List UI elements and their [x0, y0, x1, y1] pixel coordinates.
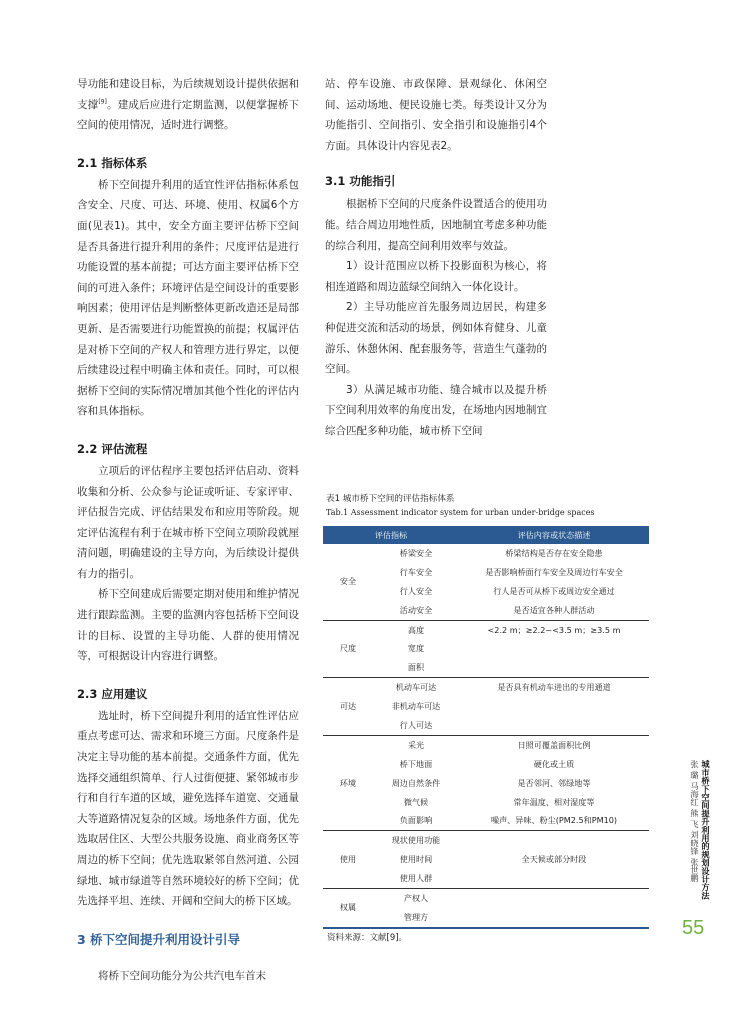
section-2-3-paragraph: 选址时，桥下空间提升利用的适宜性评估应重点考虑可达、需求和环境三方面。尺度条件是决定主导功能的基本前提。交通条件方面，优先选择交通组织简单、行人过街便捷、紧邻城市步行和自行车道的区域，避免选择车道宽、交通量大等道路情况复杂的区域。场地条件方面，优先选取居住区、大型公共服务设施、商业商务区等周边的桥下空间；优先选取紧邻自然河道、公园绿地、城市绿道等自然环境较好的桥下空间；优先选择平坦、连续、开阔和空间大的桥下区域。 — [77, 709, 299, 908]
table-header-indicator: 评估指标 — [323, 526, 459, 544]
content-cell: 常年温度、相对湿度等 — [513, 796, 595, 807]
category-cell: 尺度 — [323, 620, 373, 678]
table-row — [323, 620, 649, 639]
content-cell: <2.2 m；≥2.2~<3.5 m；≥3.5 m — [459, 620, 649, 639]
indicator-cell: 行人可达 — [399, 719, 433, 730]
content-cell — [459, 697, 649, 716]
indicator-cell: 机动车可达 — [373, 678, 459, 697]
indicator-cell: 桥下地面 — [399, 758, 433, 769]
category-cell: 可达 — [323, 678, 373, 736]
table-caption — [326, 492, 646, 520]
left-column — [77, 74, 299, 986]
content-cell — [459, 639, 649, 658]
table-row — [323, 889, 649, 908]
page-number: 55 — [682, 917, 705, 939]
indicator-cell: 使用时间 — [399, 854, 433, 865]
indicator-cell: 非机动车可达 — [391, 701, 441, 712]
table-row — [323, 678, 649, 697]
side-authors: 张 璐 马海红 熊 飞 刘晓锋 张世鹏 — [690, 760, 700, 883]
guideline-1: 1）设计范围应以桥下投影面积为核心，将相连道路和周边蓝绿空间纳入一体化设计。 — [325, 260, 547, 293]
indicator-cell: 高度 — [373, 620, 459, 639]
table-header-content: 评估内容或状态描述 — [459, 526, 649, 544]
content-cell — [459, 869, 649, 888]
indicator-cell: 桥梁安全 — [399, 547, 433, 558]
content-cell: 硬化或土质 — [533, 758, 575, 769]
section-2-1-paragraph: 桥下空间提升利用的适宜性评估指标体系包含安全、尺度、可达、环境、使用、权属6个方面(见表1)。其中，安全方面主要评估桥下空间是否具备进行提升利用的条件；尺度评估是进行功能设置的基本前提；可达方面主要评估桥下空间的可进入条件；环境评估是空间设计的重要影响因素；使用评估是判断整体更新改造还是局部更新、是否需要进行功能置换的前提；权属评估是对桥下空间的产权人和管理方进行界定，以便后续建设过程中明确主体和责任。同时，可以根据桥下空间的实际情况增加其他个性化的评估内容和具体指标。 — [77, 178, 299, 418]
section-3-1-paragraph: 根据桥下空间的尺度条件设置适合的使用功能。结合周边用地性质，因地制宜考虑多种功能的综合利用，提高空间利用效率与效益。 — [325, 198, 547, 252]
content-cell: 是否具有机动车进出的专用通道 — [459, 678, 649, 697]
table-caption-en: Tab.1 Assessment indicator system for urban under-bridge spaces — [326, 508, 595, 517]
content-cell — [459, 831, 649, 850]
content-cell — [459, 908, 649, 928]
indicator-cell: 行车安全 — [399, 566, 433, 577]
indicator-table — [323, 526, 649, 929]
indicator-cell: 行人安全 — [399, 585, 433, 596]
guideline-3: 3）从满足城市功能、缝合城市以及提升桥下空间利用效率的角度出发，在场地内因地制宜综合匹配多种功能，城市桥下空间 — [325, 383, 547, 437]
side-article-title: 城市桥下空间提升利用的规划设计方法 — [701, 760, 711, 900]
side-running-header — [690, 760, 710, 930]
right-column — [325, 74, 547, 442]
category-cell: 安全 — [339, 576, 357, 587]
section-3-1-heading: 3.1 功能指引 — [325, 174, 396, 189]
table-row — [323, 831, 649, 850]
indicator-cell: 产权人 — [373, 889, 459, 908]
continued-paragraph: 站、停车设施、市政保障、景观绿化、休闲空间、运动场地、便民设施七类。每类设计又分为功能指引、空间指引、安全指引和设施指引4个方面。具体设计内容见表2。 — [325, 78, 547, 152]
content-cell: 噪声、异味、粉尘(PM2.5和PM10) — [490, 815, 618, 826]
content-cell — [459, 889, 649, 908]
table-source: 资料来源：文献[9]。 — [327, 933, 408, 943]
content-cell — [459, 658, 649, 677]
guideline-2: 2）主导功能应首先服务周边居民，构建多种促进交流和活动的场景，例如体育健身、儿童游乐、休憩休闲、配套服务等，营造生气蓬勃的空间。 — [325, 301, 547, 376]
content-cell — [459, 716, 649, 735]
content-cell: 桥梁结构是否存在安全隐患 — [505, 547, 603, 558]
indicator-cell: 活动安全 — [399, 604, 433, 615]
category-cell: 环境 — [323, 735, 373, 830]
section-2-2-paragraph-2: 桥下空间建成后需要定期对使用和维护情况进行跟踪监测。主要的监测内容包括桥下空间设计的目标、设置的主导功能、人群的使用情况等，可根据设计内容进行调整。 — [77, 588, 299, 663]
section-2-2-heading: 2.2 评估流程 — [77, 441, 148, 456]
content-cell: 是否影响桥面行车安全及周边行车安全 — [485, 566, 623, 577]
content-cell: 日照可覆盖面积比例 — [459, 735, 649, 754]
indicator-cell: 宽度 — [407, 643, 425, 654]
indicator-cell: 采光 — [373, 735, 459, 754]
table-row — [323, 735, 649, 754]
table-row — [323, 544, 649, 563]
section-3-paragraph: 将桥下空间功能分为公共汽电车首末 — [98, 969, 266, 982]
indicator-cell: 面积 — [407, 662, 425, 673]
category-cell: 权属 — [323, 889, 373, 928]
content-cell: 行人是否可从桥下或周边安全通过 — [493, 585, 615, 596]
indicator-cell: 管理方 — [373, 908, 459, 928]
section-2-2-paragraph-1: 立项后的评估程序主要包括评估启动、资料收集和分析、公众参与论证或听证、专家评审、评估报告完成、评估结果发布和应用等阶段。规定评估流程有利于在城市桥下空间立项阶段就厘清问题，明确建设的主导方向，为后续设计提供有力的指引。 — [77, 464, 299, 580]
indicator-cell: 微气候 — [403, 796, 429, 807]
content-cell: 全天候或部分时段 — [521, 854, 587, 865]
table-header-row — [323, 526, 649, 544]
category-cell: 使用 — [323, 831, 373, 889]
indicator-cell: 负面影响 — [399, 815, 433, 826]
intro-paragraph: 导功能和建设目标，为后续规划设计提供依据和支撑[9]。建成后应进行定期监测，以便掌握桥下空间的使用情况，适时进行调整。 — [77, 78, 300, 132]
content-cell: 是否邻河、邻绿地等 — [517, 777, 591, 788]
indicator-cell: 使用人群 — [399, 873, 433, 884]
content-cell: 是否适宜各种人群活动 — [513, 604, 595, 615]
section-2-3-heading: 2.3 应用建议 — [77, 686, 148, 701]
section-3-heading: 3 桥下空间提升利用设计引导 — [77, 931, 241, 947]
indicator-cell: 周边自然条件 — [391, 777, 441, 788]
indicator-cell: 现状使用功能 — [373, 831, 459, 850]
table-caption-cn: 表1 城市桥下空间的评估指标体系 — [326, 494, 455, 504]
section-2-1-heading: 2.1 指标体系 — [77, 155, 148, 170]
